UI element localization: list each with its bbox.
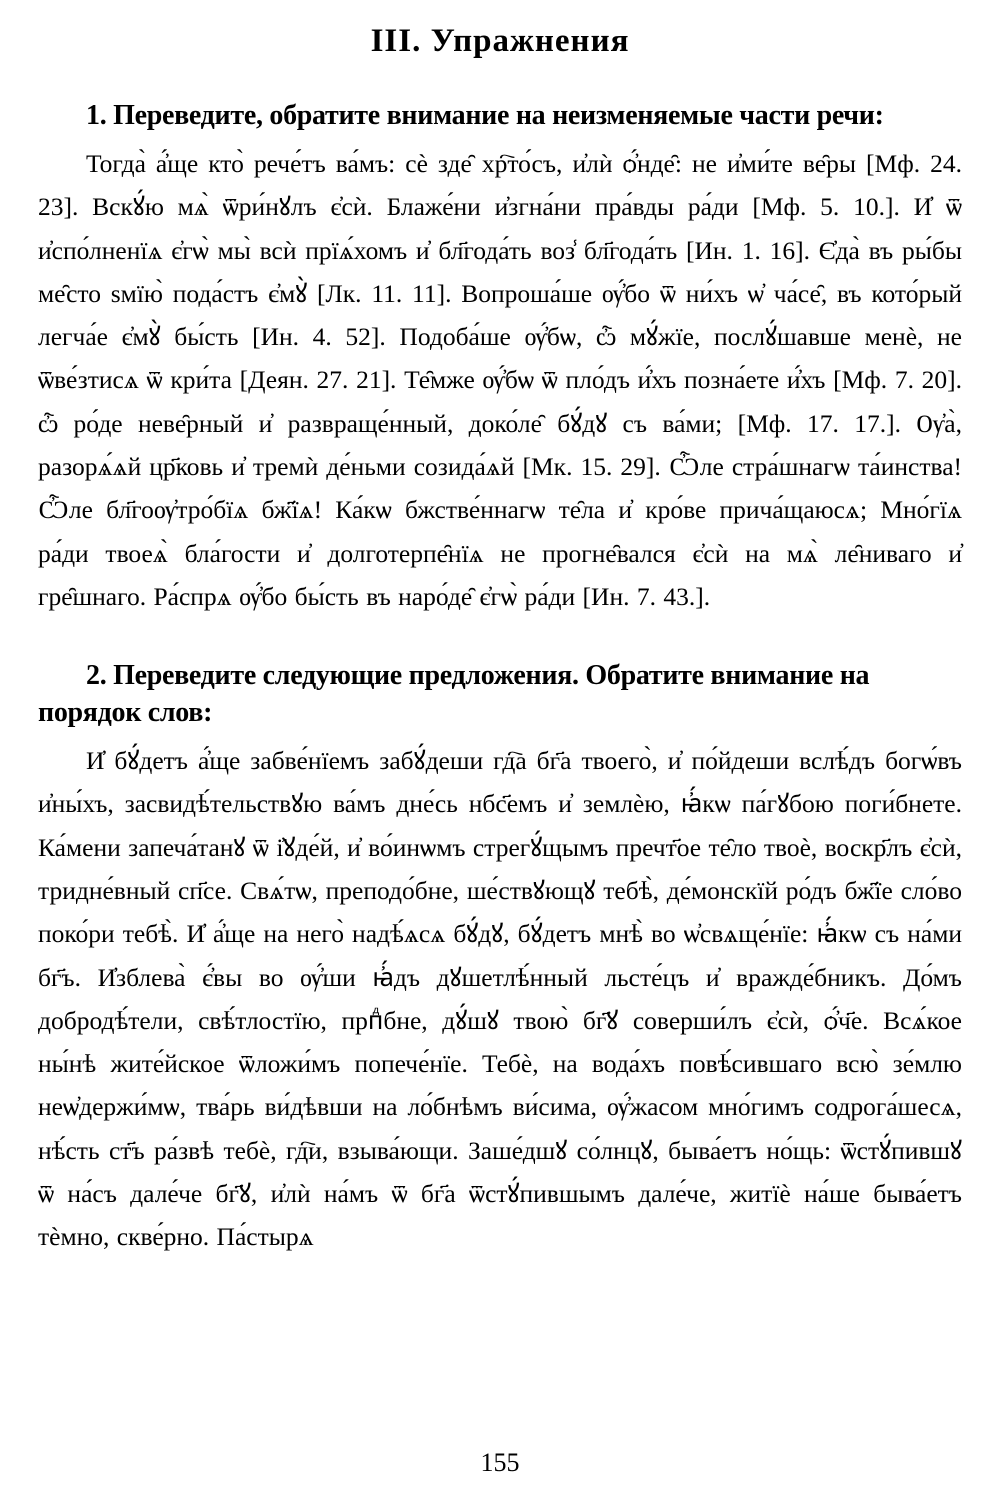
- exercise-2: [38, 658, 962, 1258]
- exercise-2-text: И҆ бꙋ́детъ а҆́ще забве́нїемъ забꙋ́деши гд҇а бг҃а твоего̀, и҆ по́йдеши вслѣ́дъ богѡ́въ и҆ны́хъ, засвидѣ́тельствꙋю ва́мъ дне́сь нбс҃емъ и҆ землѐю, ꙗ҆́кѡ па́гꙋбою поги́бнете. Ка́мени запеча́танꙋ ѿ і҆ꙋде́й, и҆ во́инѡмъ стрегꙋ́щымъ пречт҃ое те̑ло твоѐ, воскр҃лъ є҆сѝ, тридне́вный сп҃се. Свѧ́тѡ, преподо́бне, ше́ствꙋющꙋ тебѣ̀, де́монскїй ро́дъ бж҃їе сло́во поко́ри тебѣ̀. И҆ а҆́ще на него̀ надѣ́ѧсѧ бꙋ́дꙋ, бꙋ́детъ мнѣ̀ во ѡ҆свѧще́нїе: ꙗ҆́кѡ съ на́ми бг҃ъ. И҆зблева̀ є҆́вы во ѹ҆́ши ꙗ҆́дъ дꙋшетлѣ́нный льсте́цъ и҆ вражде́бникъ. До́мъ добродѣ́тели, свѣ́тлостїю, прпⷣбне, дꙋ́шꙋ твою̀ бг҃ꙋ соверши́лъ є҆сѝ, ѻ҆́ч҃е. Всѧ́кое ны́нѣ жите́йское ѿложи́мъ попече́нїе. Тебѐ, на вода́хъ повѣ́сившаго всю̀ зе́млю неѡ҆держи́мѡ, тва́рь ви́дѣвши на ло́бнѣмъ ви́сима, ѹ҆́жасом мно́гимъ содрога́шесѧ, нѣ́сть ст҃ъ ра́звѣ тебѐ, гд҇и, взыва́ющи. Заше́дшꙋ со́лнцꙋ, быва́етъ но́щь: ѿстꙋ́пившꙋ ѿ на́съ дале́че бг҃ꙋ, и҆лѝ на́мъ ѿ бг҃а ѿстꙋ́пившымъ дале́че, житїѐ на́ше быва́етъ тѐмно, скве́рно. Па́стырѧ: [38, 746, 962, 1252]
- exercise-1: [38, 98, 962, 619]
- section-title: III. Упражнения: [370, 23, 630, 59]
- exercise-1-text: Тогда̀ а҆́ще кто̀ рече́тъ ва́мъ: сѐ зде̑ хр҇то́съ, и҆лѝ ѻ҆́нде̑: не и҆ми́те ве̑ры [Мф. 24. 23]. Вскꙋ́ю мѧ̀ ѿри́нꙋлъ є҆сѝ. Блаже́ни и҆згна́ни пра́вды ра́ди [Мф. 5. 10.]. И҆ ѿ и҆спо́лненїѧ є҆гѡ̀ мы̀ всѝ прїѧ́хомъ и҆ бл҃года́ть воз̾ бл҃года́ть [Ин. 1. 16]. Є҆да̀ въ ры́бы ме̑сто ѕмїю̀ пода́стъ є҆мꙋ̀ [Лк. 11. 11]. Вопроша́ше ѹ҆́бо ѿ ни́хъ ѡ҆ ча́се̑, въ кото́рый легча́е є҆мꙋ̀ бы́сть [Ин. 4. 52]. Подоба́ше ѹ҆́бѡ, ѽ мꙋ́жїе, послꙋ́шавше менѐ, не ѿве́зтисѧ ѿ кри́та [Деян. 27. 21]. Те̑мже ѹ҆́бѡ ѿ пло́дъ и҆́хъ позна́ете и҆́хъ [Мф. 7. 20]. ѽ ро́де неве̑рный и҆ развраще́нный, доко́ле̑ бꙋ́дꙋ съ ва́ми; [Мф. 17. 17.]. Ѹ҆а̀, разорѧ́ѧй цр҃ковь и҆ тремѝ де́ньми созида́ѧй [Мк. 15. 29]. Ѽле стра́шнагѡ та́инства! Ѽле бл҃гоѹ҆тро́бїѧ бж҃їѧ! Ка́кѡ бжстве́ннагѡ те̑ла и҆ кро́ве прича́щаюсѧ; Мно́гїѧ ра́ди твоеѧ̀ бла́гости и҆ долготерпе̑нїѧ не прогне̑вался є҆сѝ на мѧ̀ ле̑ниваго и҆ гре̑шнаго. Ра́спрѧ ѹ҆́бо бы́сть въ наро́де̑ є҆гѡ̀ ра́ди [Ин. 7. 43.].: [38, 148, 962, 611]
- page-number: 155: [480, 1448, 520, 1477]
- exercise-2-heading: 2. Переведите следующие предложения. Обратите внимание на порядок слов:: [38, 660, 870, 728]
- exercise-1-heading: 1. Переведите, обратите внимание на неизменяемые части речи:: [86, 99, 884, 131]
